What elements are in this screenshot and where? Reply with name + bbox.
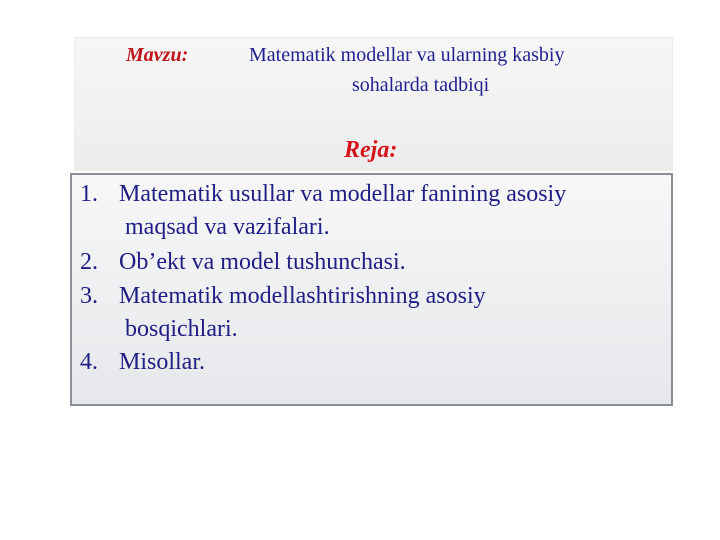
topic-label: Mavzu: — [126, 44, 189, 66]
plan-item-number: 3. — [80, 283, 98, 309]
plan-item-number: 2. — [80, 249, 98, 275]
plan-item-text: Misollar. — [119, 349, 206, 375]
plan-label: Reja: — [344, 137, 398, 163]
topic-title-line-1: Matematik modellar va ularning kasbiy — [249, 44, 565, 66]
plan-item-text: maqsad va vazifalari. — [125, 214, 330, 240]
plan-item-text: Matematik usullar va modellar fanining asosiy — [119, 181, 567, 207]
plan-item-number: 4. — [80, 349, 98, 375]
topic-title-line-2: sohalarda tadbiqi — [352, 74, 490, 96]
plan-item-number: 1. — [80, 181, 98, 207]
plan-item-text: Matematik modellashtirishning asosiy — [119, 283, 486, 309]
plan-item-text: bosqichlari. — [125, 316, 238, 342]
plan-item-text: Ob’ekt va model tushunchasi. — [119, 249, 406, 275]
